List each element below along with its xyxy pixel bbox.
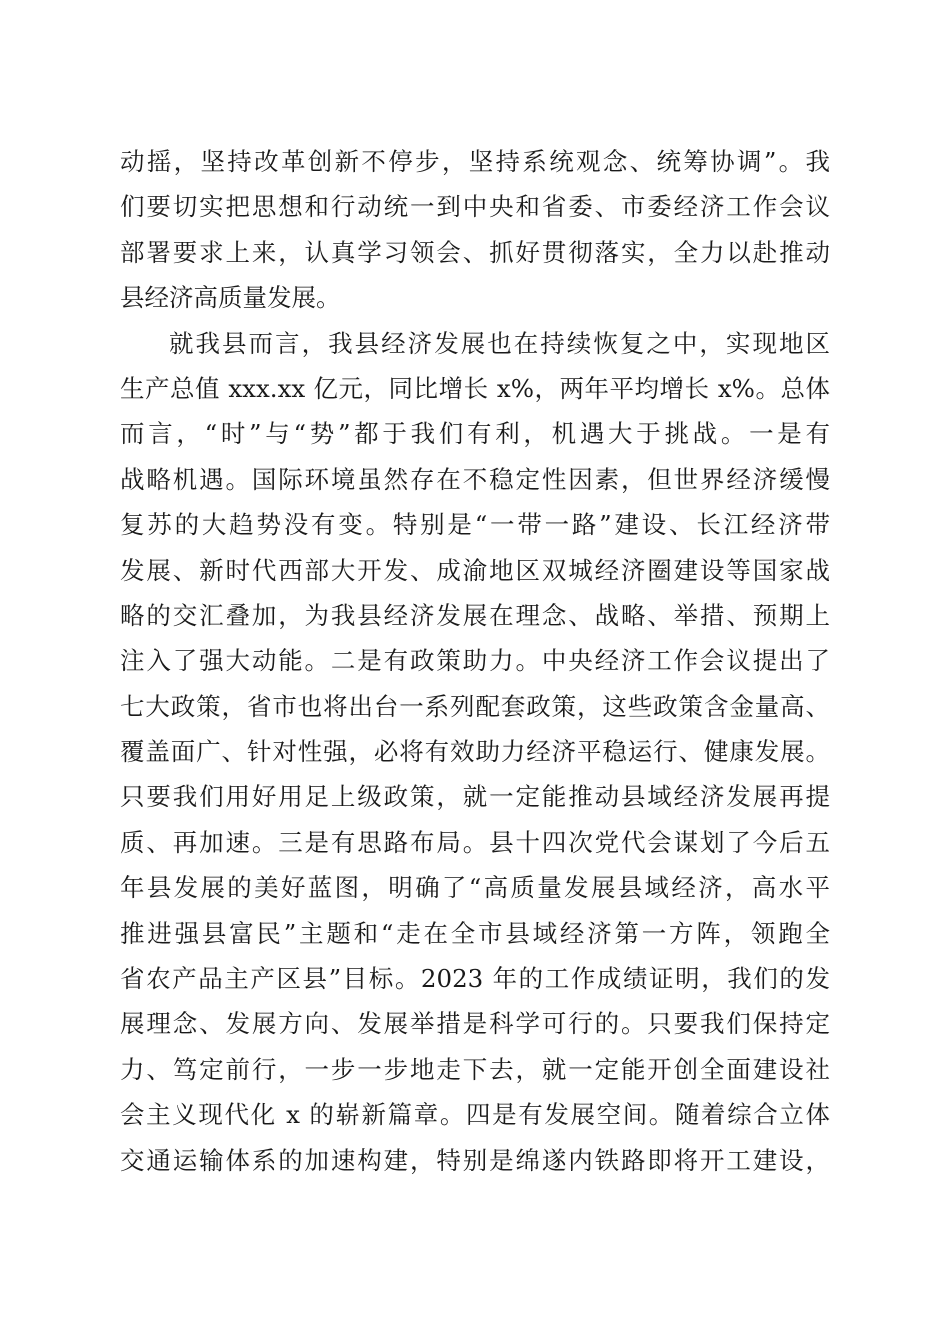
text-line: 生产总值 xxx.xx 亿元，同比增长 x%，两年平均增长 x%。总体 (120, 373, 830, 403)
text-line: 展理念、发展方向、发展举措是科学可行的。只要我们保持定 (120, 1009, 830, 1039)
body-text (120, 139, 830, 1274)
text-line: 质、再加速。三是有思路布局。县十四次党代会谋划了今后五 (120, 827, 830, 857)
text-line: 年县发展的美好蓝图，明确了“高质量发展县域经济，高水平 (120, 873, 830, 903)
text-line: 推进强县富民”主题和“走在全市县域经济第一方阵，领跑全 (120, 918, 830, 948)
text-line: 战略机遇。国际环境虽然存在不稳定性因素，但世界经济缓慢 (120, 464, 830, 494)
text-line: 注入了强大动能。二是有政策助力。中央经济工作会议提出了 (120, 646, 830, 676)
text-line: 就我县而言，我县经济发展也在持续恢复之中，实现地区 (169, 328, 830, 358)
text-line: 部署要求上来，认真学习领会、抓好贯彻落实，全力以赴推动 (120, 237, 830, 267)
text-line: 力、笃定前行，一步一步地走下去，就一定能开创全面建设社 (120, 1054, 830, 1084)
text-line: 省农产品主产区县”目标。2023 年的工作成绩证明，我们的发 (120, 964, 830, 994)
text-line (120, 1183, 830, 1228)
text-line: 只要我们用好用足上级政策，就一定能推动县域经济发展再提 (120, 782, 830, 812)
text-line: 们要切实把思想和行动统一到中央和省委、市委经济工作会议 (120, 192, 830, 222)
text-line: 而言，“时”与“势”都于我们有利，机遇大于挑战。一是有 (120, 419, 830, 449)
text-line: 发展、新时代西部大开发、成渝地区双城经济圈建设等国家战 (120, 555, 830, 585)
text-line: 动摇，坚持改革创新不停步，坚持系统观念、统筹协调”。我 (120, 147, 830, 176)
text-line: 复苏的大趋势没有变。特别是“一带一路”建设、长江经济带 (120, 510, 830, 540)
text-line: 交通运输体系的加速构建，特别是绵遂内铁路即将开工建设， (120, 1145, 830, 1175)
text-line: 会主义现代化 x 的崭新篇章。四是有发展空间。随着综合立体 (120, 1100, 830, 1130)
text-line: 覆盖面广、针对性强，必将有效助力经济平稳运行、健康发展。 (120, 737, 830, 767)
text-line: 县经济高质量发展。 (120, 283, 341, 313)
text-line: 七大政策，省市也将出台一系列配套政策，这些政策含金量高、 (120, 691, 830, 721)
text-line: 略的交汇叠加，为我县经济发展在理念、战略、举措、预期上 (120, 600, 830, 630)
text-line (120, 1228, 830, 1273)
